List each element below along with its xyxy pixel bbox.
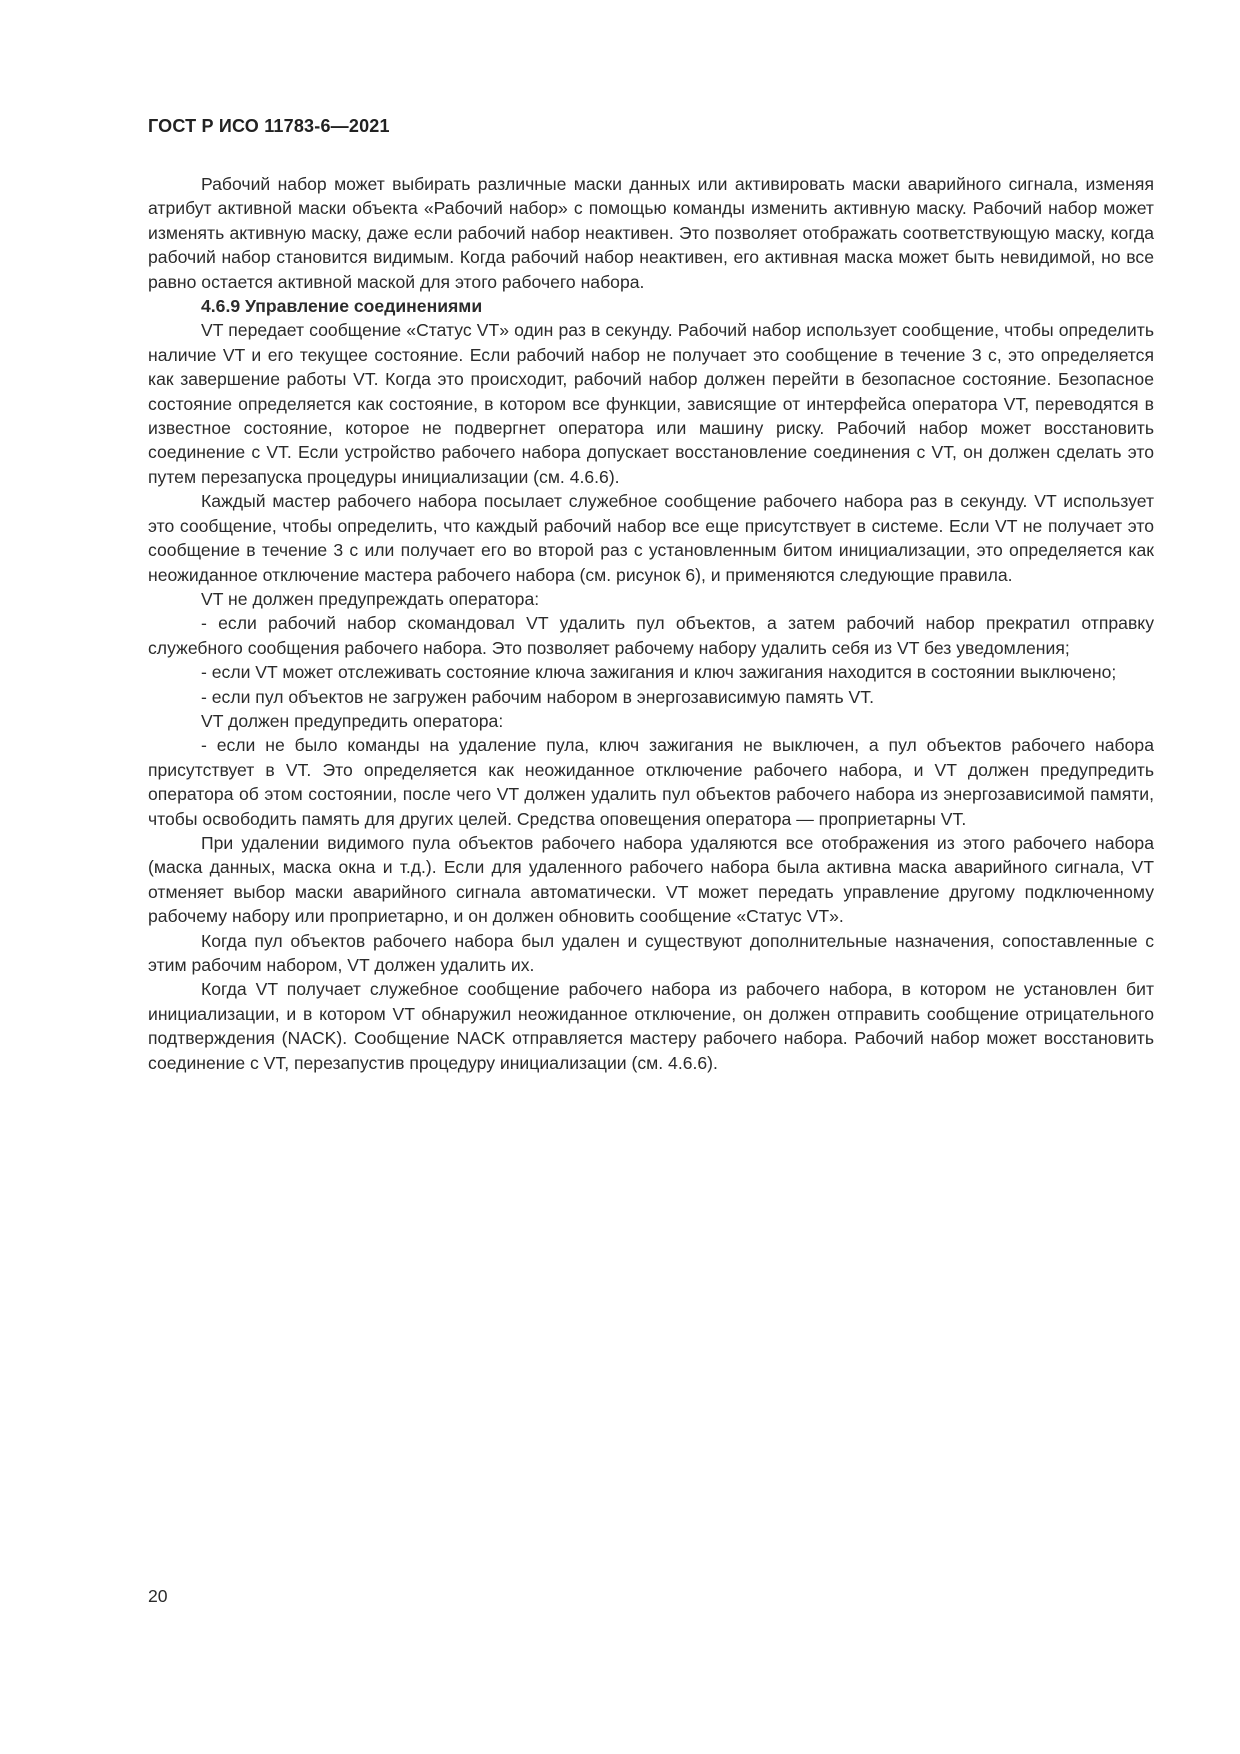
- paragraph-vt-status: VT передает сообщение «Статус VT» один раз в секунду. Рабочий набор использует сообщение, чтобы определить наличие VT и его текущее состояние. Если рабочий набор не получает это сообщение в течение 3 с, это определяется как завершение работы VT. Когда это происходит, рабочий набор должен перейти в безопасное состояние. Безопасное состояние определяется как состояние, в котором все функции, зависящие от интерфейса оператора VT, переводятся в известное состояние, которое не подвергнет оператора или машину риску. Рабочий набор может восстановить соединение с VT. Если устройство рабочего набора допускает восстановление соединения с VT, он должен сделать это путем перезапуска процедуры инициализации (см. 4.6.6).: [148, 320, 1154, 487]
- document-body: [148, 172, 1154, 1075]
- paragraph-assignments-deletion: Когда пул объектов рабочего набора был удален и существуют дополнительные назначения, сопоставленные с этим рабочим набором, VT должен удалить их.: [148, 930, 1154, 975]
- list-item-no-warning-2: - если VT может отслеживать состояние ключа зажигания и ключ зажигания находится в состоянии выключено;: [201, 662, 1117, 683]
- paragraph-nack: Когда VT получает служебное сообщение рабочего набора из рабочего набора, в котором не установлен бит инициализации, и в котором VT обнаружил неожиданное отключение, он должен отправить сообщение отрицательного подтверждения (NACK). Сообщение NACK отправляется мастеру рабочего набора. Рабочий набор может восстановить соединение с VT, перезапустив процедуру инициализации (см. 4.6.6).: [148, 979, 1154, 1073]
- list-item-no-warning-1: - если рабочий набор скомандовал VT удалить пул объектов, а затем рабочий набор прекратил отправку служебного сообщения рабочего набора. Это позволяет рабочему набору удалить себя из VT без уведомления;: [148, 613, 1154, 658]
- standard-header: ГОСТ Р ИСО 11783-6—2021: [148, 116, 390, 136]
- list-item-no-warning-3: - если пул объектов не загружен рабочим набором в энергозависимую память VT.: [201, 686, 874, 707]
- page-number: 20: [148, 1586, 168, 1606]
- paragraph-pool-deletion: При удалении видимого пула объектов рабочего набора удаляются все отображения из этого рабочего набора (маска данных, маска окна и т.д.). Если для удаленного рабочего набора была активна маска аварийного сигнала, VT отменяет выбор маски аварийного сигнала автоматически. VT может передать управление другому подключенному рабочему набору или проприетарно, и он должен обновить сообщение «Статус VT».: [148, 832, 1154, 927]
- paragraph-no-warning-intro: VT не должен предупреждать оператора:: [201, 588, 540, 609]
- paragraph-warning-intro: VT должен предупредить оператора:: [201, 710, 504, 731]
- paragraph-maintenance-message: Каждый мастер рабочего набора посылает служебное сообщение рабочего набора раз в секунду. VT использует это сообщение, чтобы определить, что каждый рабочий набор все еще присутствует в системе. Если VT не получает это сообщение в течение 3 с или получает его во второй раз с установленным битом инициализации, это определяется как неожиданное отключение мастера рабочего набора (см. рисунок 6), и применяются следующие правила.: [148, 491, 1154, 585]
- paragraph-active-mask: Рабочий набор может выбирать различные маски данных или активировать маски аварийного сигнала, изменяя атрибут активной маски объекта «Рабочий набор» с помощью команды изменить активную маску. Рабочий набор может изменять активную маску, даже если рабочий набор неактивен. Это позволяет отображать соответствующую маску, когда рабочий набор становится видимым. Когда рабочий набор неактивен, его активная маска может быть невидимой, но все равно остается активной маской для этого рабочего набора.: [148, 174, 1154, 292]
- section-heading-4-6-9: 4.6.9 Управление соединениями: [201, 296, 483, 317]
- list-item-warning-1: - если не было команды на удаление пула, ключ зажигания не выключен, а пул объектов рабочего набора присутствует в VT. Это определяется как неожиданное отключение рабочего набора, и VT должен предупредить оператора об этом состоянии, после чего VT должен удалить пул объектов рабочего набора из энергозависимой памяти, чтобы освободить память для других целей. Средства оповещения оператора — проприетарны VT.: [148, 735, 1154, 829]
